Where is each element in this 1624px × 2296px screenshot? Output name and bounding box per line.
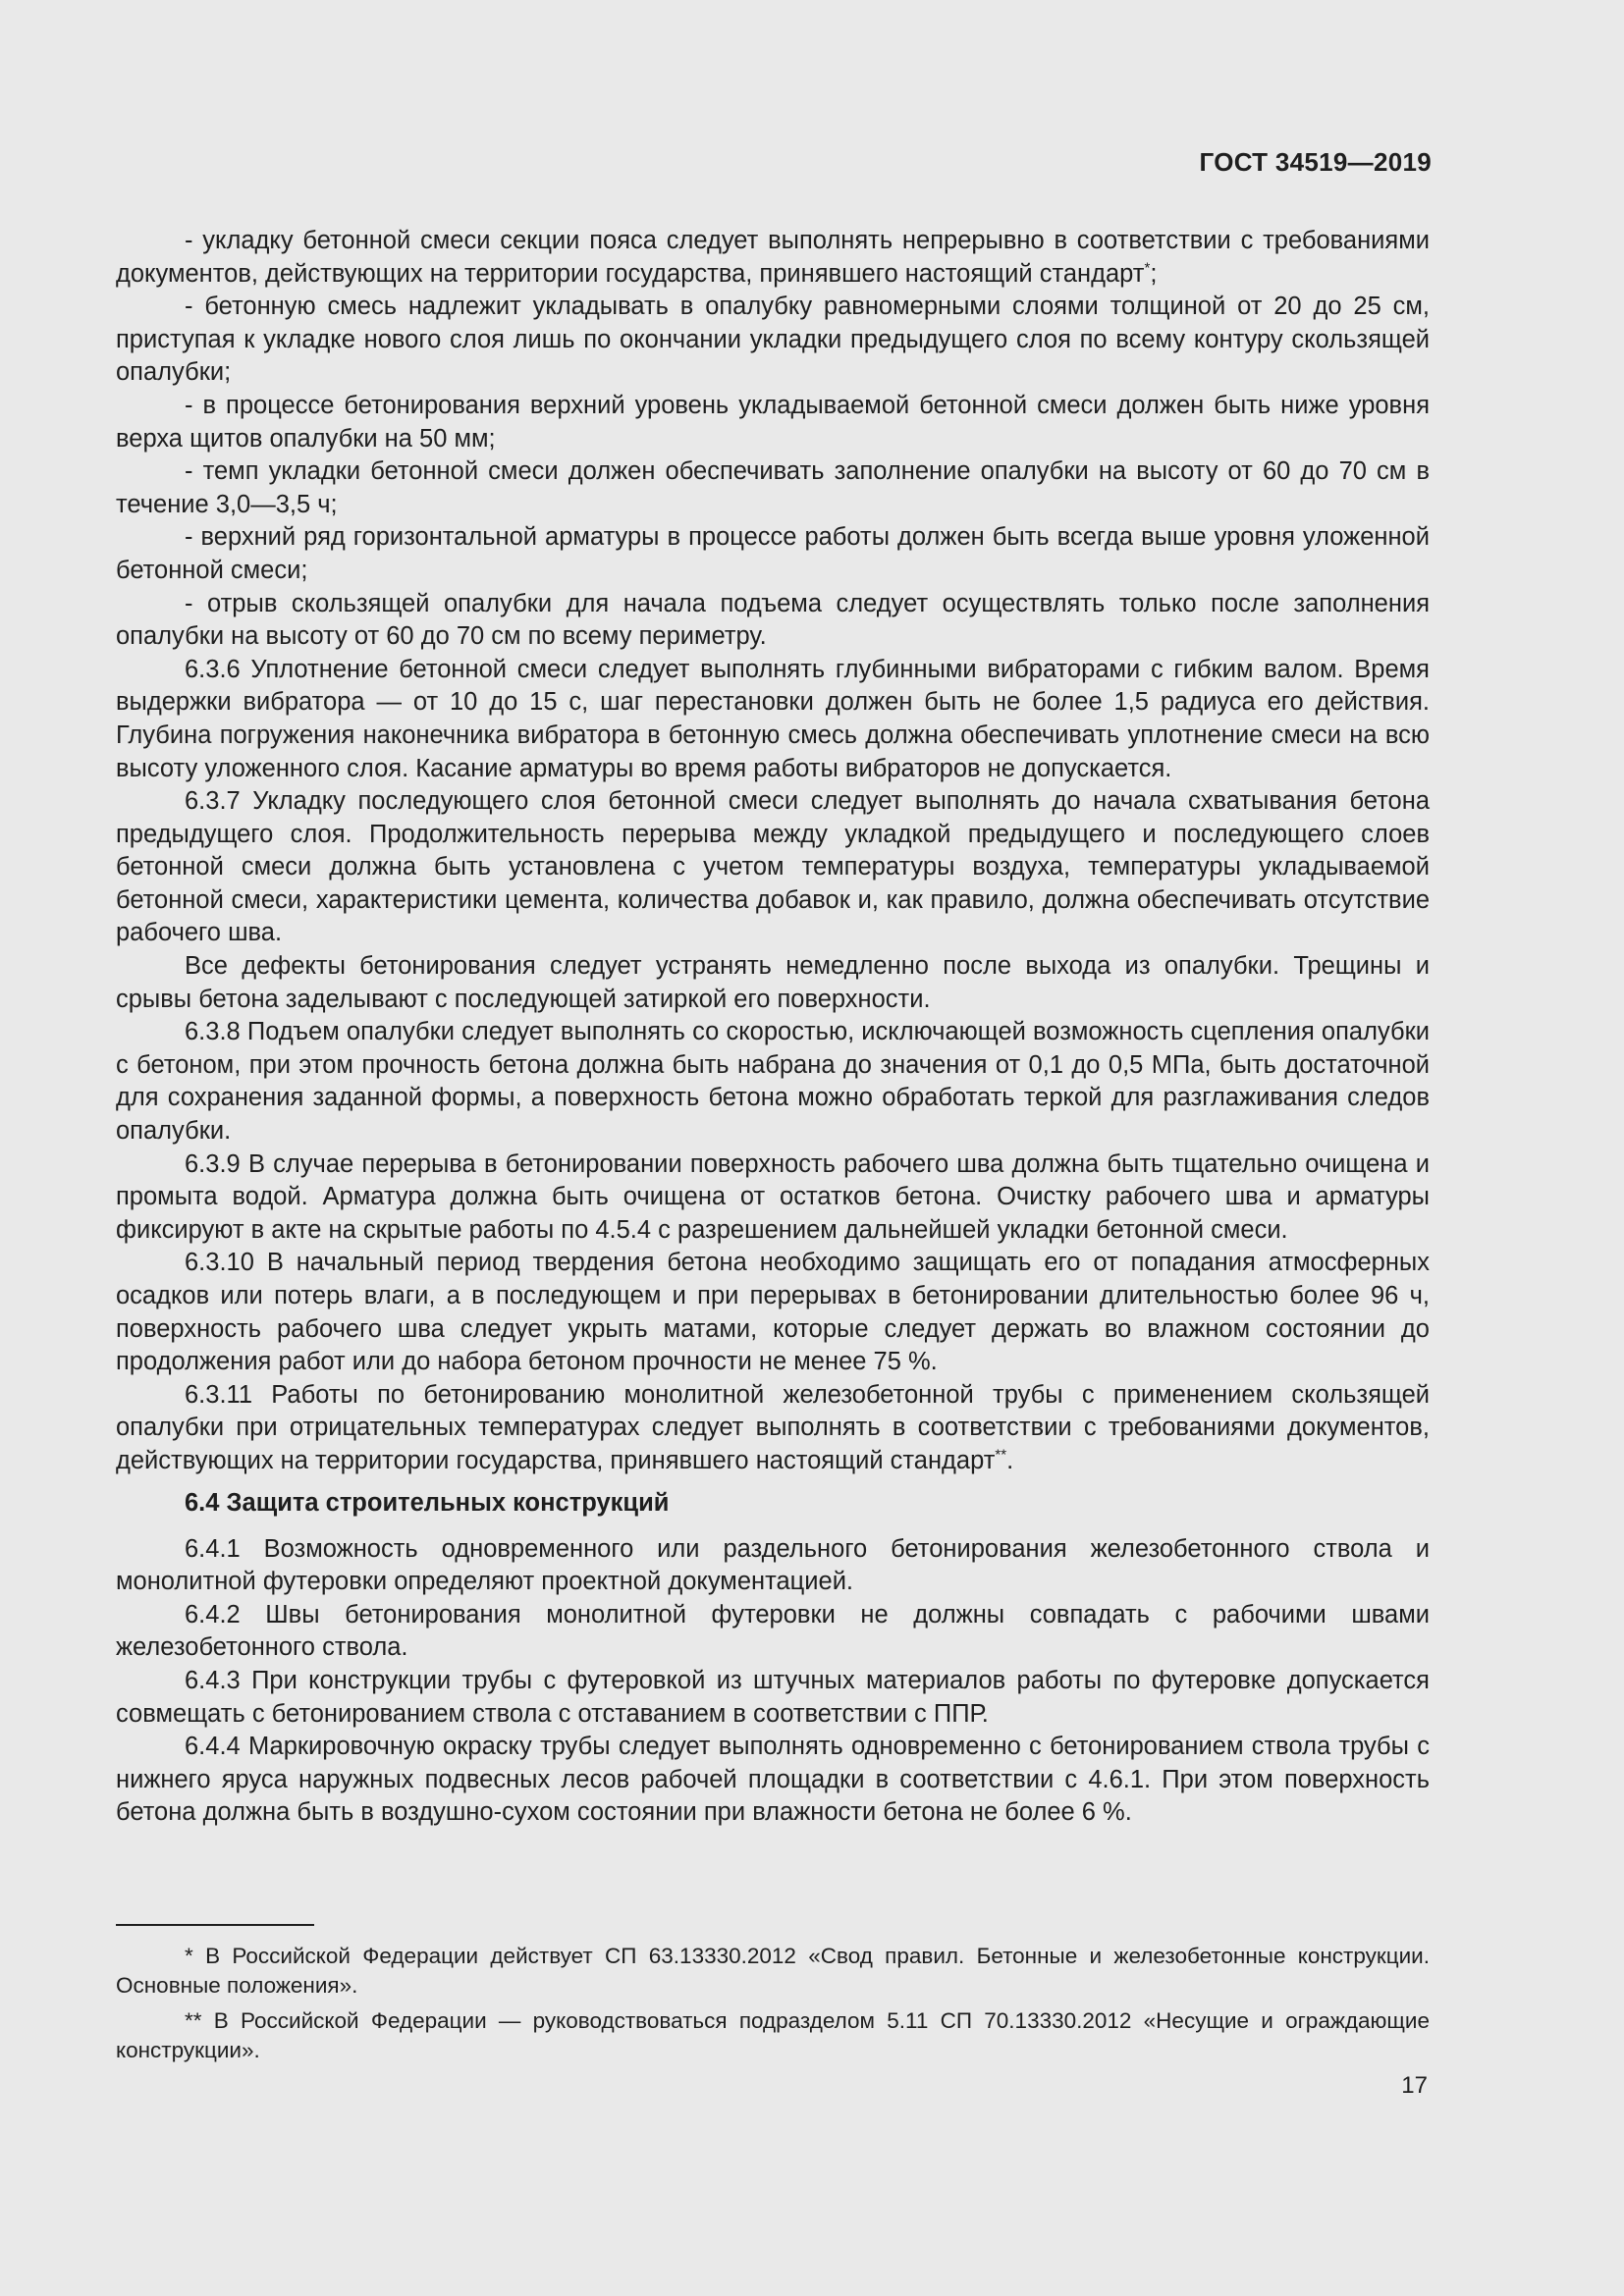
paragraph: 6.4.2 Швы бетонирования монолитной футеровки не должны совпадать с рабочими швами железобетонного ствола. bbox=[116, 1600, 1430, 1662]
paragraph: 6.3.11 Работы по бетонированию монолитной железобетонной трубы с применением скользящей опалубки при отрицательных температурах следует выполнять в соответствии с требованиями документов, действующих на территории государства, принявшего настоящий стандарт**. bbox=[116, 1380, 1430, 1474]
paragraph: - верхний ряд горизонтальной арматуры в процессе работы должен быть всегда выше уровня уложенной бетонной смеси; bbox=[116, 523, 1430, 584]
paragraph: 6.3.8 Подъем опалубки следует выполнять со скоростью, исключающей возможность сцепления опалубки с бетоном, при этом прочность бетона должна быть набрана до значения от 0,1 до 0,5 МПа, быть достаточной для сохранения заданной формы, а поверхность бетона можно обработать теркой для разглаживания следов опалубки. bbox=[116, 1018, 1430, 1146]
footnote: ** В Российской Федерации — руководствоваться подразделом 5.11 СП 70.13330.2012 «Несущие и ограждающие конструкции». bbox=[116, 2008, 1430, 2062]
paragraph: - в процессе бетонирования верхний уровень укладываемой бетонной смеси должен быть ниже уровня верха щитов опалубки на 50 мм; bbox=[116, 391, 1430, 453]
paragraph: 6.3.6 Уплотнение бетонной смеси следует выполнять глубинными вибраторами с гибким валом. Время выдержки вибратора — от 10 до 15 с, шаг перестановки должен быть не более 1,5 радиуса его действия. Глубина погружения наконечника вибратора в бетонную смесь должна обеспечивать уплотнение смеси на всю высоту уложенного слоя. Касание арматуры во время работы вибраторов не допускается. bbox=[116, 655, 1430, 782]
paragraph: 6.4.4 Маркировочную окраску трубы следует выполнять одновременно с бетонированием ствола трубы с нижнего яруса наружных подвесных лесов рабочей площадки в соответствии с 4.6.1. При этом поверхность бетона должна быть в воздушно-сухом состоянии при влажности бетона не более 6 %. bbox=[116, 1733, 1430, 1827]
paragraph: 6.3.9 В случае перерыва в бетонировании поверхность рабочего шва должна быть тщательно очищена и промыта водой. Арматура должна быть очищена от остатков бетона. Очистку рабочего шва и арматуры фиксируют в акте на скрытые работы по 4.5.4 с разрешением дальнейшей укладки бетонной смеси. bbox=[116, 1149, 1430, 1244]
paragraph: 6.4.1 Возможность одновременного или раздельного бетонирования железобетонного ствола и монолитной футеровки определяют проектной документацией. bbox=[116, 1534, 1430, 1596]
footnote-divider bbox=[116, 1924, 314, 1926]
paragraph: - укладку бетонной смеси секции пояса следует выполнять непрерывно в соответствии с требованиями документов, действующих на территории государства, принявшего настоящий стандарт*; bbox=[116, 227, 1430, 288]
paragraph: Все дефекты бетонирования следует устранять немедленно после выхода из опалубки. Трещины и срывы бетона заделывают с последующей затиркой его поверхности. bbox=[116, 952, 1430, 1013]
paragraph: 6.3.7 Укладку последующего слоя бетонной смеси следует выполнять до начала схватывания бетона предыдущего слоя. Продолжительность перерыва между укладкой предыдущего и последующего слоев бетонной смеси должна быть установлена с учетом температуры воздуха, температуры укладываемой бетонной смеси, характеристики цемента, количества добавок и, как правило, должна обеспечивать отсутствие рабочего шва. bbox=[116, 787, 1430, 947]
page-number: 17 bbox=[1401, 2072, 1428, 2099]
paragraph: 6.3.10 В начальный период твердения бетона необходимо защищать его от попадания атмосферных осадков или потерь влаги, а в последующем и при перерывах в бетонировании длительностью более 96 ч, поверхность рабочего шва следует укрыть матами, которые следует держать во влажном состоянии до продолжения работ или до набора бетоном прочности не менее 75 %. bbox=[116, 1249, 1430, 1376]
footnote: * В Российской Федерации действует СП 63.13330.2012 «Свод правил. Бетонные и железобетонные конструкции. Основные положения». bbox=[116, 1944, 1430, 1998]
paragraph: 6.4.3 При конструкции трубы с футеровкой из штучных материалов работы по футеровке допускается совмещать с бетонированием ствола с отставанием в соответствии с ППР. bbox=[116, 1666, 1430, 1728]
paragraph: - темп укладки бетонной смеси должен обеспечивать заполнение опалубки на высоту от 60 до 70 см в течение 3,0—3,5 ч; bbox=[116, 457, 1430, 518]
standard-header: ГОСТ 34519—2019 bbox=[1199, 147, 1432, 177]
section-heading: 6.4 Защита строительных конструкций bbox=[185, 1488, 670, 1517]
paragraph: - отрыв скользящей опалубки для начала подъема следует осуществлять только после заполнения опалубки на высоту от 60 до 70 см по всему периметру. bbox=[116, 589, 1430, 651]
paragraph: - бетонную смесь надлежит укладывать в опалубку равномерными слоями толщиной от 20 до 25 см, приступая к укладке нового слоя лишь по окончании укладки предыдущего слоя по всему контуру скользящей опалубки; bbox=[116, 293, 1430, 387]
footnotes bbox=[116, 1942, 1430, 2071]
main-text bbox=[116, 225, 1430, 1830]
